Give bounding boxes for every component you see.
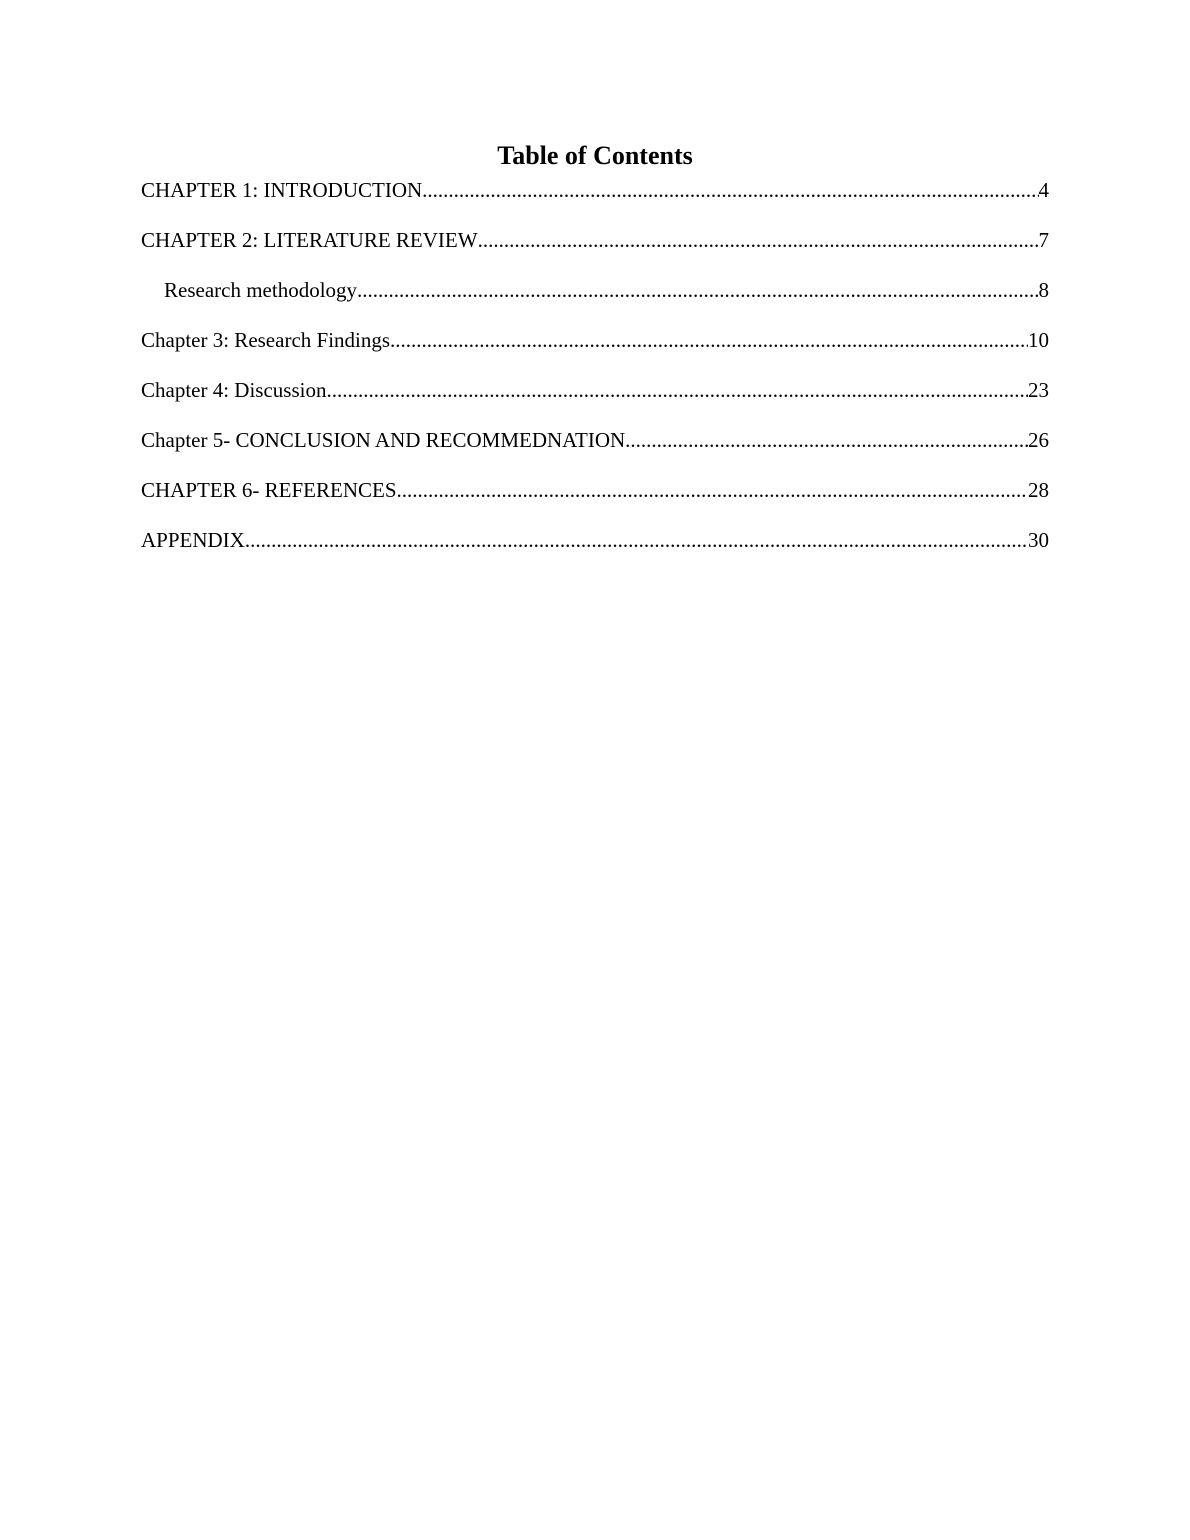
toc-entry-page-number: 7 <box>1038 228 1049 252</box>
toc-entry-chapter-4[interactable] <box>141 376 1049 426</box>
toc-dot-leader <box>625 426 1028 454</box>
toc-dot-leader <box>326 376 1028 404</box>
toc-dot-leader <box>422 176 1038 204</box>
toc-entry-chapter-1[interactable] <box>141 176 1049 226</box>
toc-entry-chapter-6[interactable] <box>141 476 1049 526</box>
toc-entry-label: CHAPTER 2: LITERATURE REVIEW <box>141 228 478 252</box>
table-of-contents <box>141 176 1049 576</box>
toc-entry-page-number: 23 <box>1028 378 1049 402</box>
toc-entry-chapter-5[interactable] <box>141 426 1049 476</box>
toc-dot-leader <box>397 476 1028 504</box>
toc-entry-page-number: 8 <box>1038 278 1049 302</box>
toc-entry-page-number: 10 <box>1028 328 1049 352</box>
toc-entry-page-number: 30 <box>1028 528 1049 552</box>
toc-entry-label: Chapter 4: Discussion <box>141 378 327 402</box>
toc-entry-label: CHAPTER 1: INTRODUCTION <box>141 178 423 202</box>
toc-entry-page-number: 4 <box>1038 178 1049 202</box>
toc-entry-research-methodology[interactable] <box>141 276 1049 326</box>
toc-dot-leader <box>390 326 1028 354</box>
toc-entry-page-number: 28 <box>1028 478 1049 502</box>
toc-dot-leader <box>357 276 1038 304</box>
toc-entry-label: Chapter 3: Research Findings <box>141 328 391 352</box>
toc-entry-chapter-3[interactable] <box>141 326 1049 376</box>
toc-entry-label: Research methodology <box>164 278 358 302</box>
toc-entry-chapter-2[interactable] <box>141 226 1049 276</box>
toc-title: Table of Contents <box>497 141 693 170</box>
toc-dot-leader <box>245 526 1028 554</box>
toc-entry-page-number: 26 <box>1028 428 1049 452</box>
toc-entry-appendix[interactable] <box>141 526 1049 576</box>
toc-dot-leader <box>478 226 1039 254</box>
toc-entry-label: APPENDIX <box>141 528 245 552</box>
toc-entry-label: CHAPTER 6- REFERENCES <box>141 478 397 502</box>
toc-entry-label: Chapter 5- CONCLUSION AND RECOMMEDNATION <box>141 428 626 452</box>
